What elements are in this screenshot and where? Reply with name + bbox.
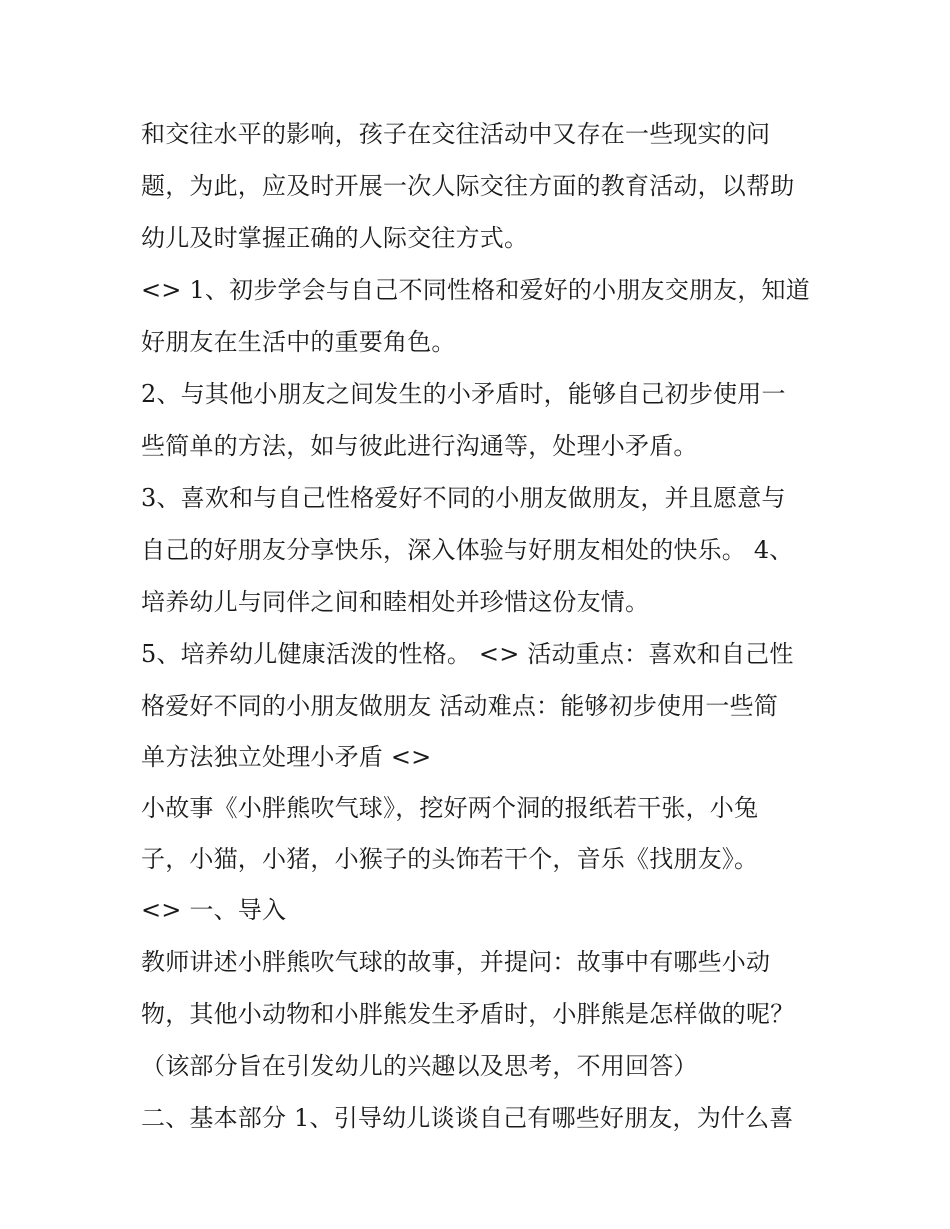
- text-line: 二、基本部分 1、引导幼儿谈谈自己有哪些好朋友，为什么喜: [141, 1104, 794, 1132]
- text-line: 自己的好朋友分享快乐，深入体验与好朋友相处的快乐。 4、: [141, 536, 794, 564]
- text-line: <> 一、导入: [141, 896, 287, 924]
- document-body: [141, 108, 821, 1144]
- text-line: 格爱好不同的小朋友做朋友 活动难点：能够初步使用一些简: [141, 692, 779, 720]
- text-line: 幼儿及时掌握正确的人际交往方式。: [141, 224, 529, 252]
- text-line: 3、喜欢和与自己性格爱好不同的小朋友做朋友，并且愿意与: [141, 484, 786, 512]
- text-line: 和交往水平的影响，孩子在交往活动中又存在一些现实的问: [141, 120, 771, 148]
- text-line: 培养幼儿与同伴之间和睦相处并珍惜这份友情。: [141, 588, 650, 616]
- text-line: （该部分旨在引发幼儿的兴趣以及思考，不用回答）: [141, 1052, 698, 1080]
- text-line: 2、与其他小朋友之间发生的小矛盾时，能够自己初步使用一: [141, 380, 786, 408]
- text-line: 子，小猫，小猪，小猴子的头饰若干个，音乐《找朋友》。: [141, 845, 759, 873]
- text-line: 物，其他小动物和小胖熊发生矛盾时，小胖熊是怎样做的呢？: [141, 1000, 795, 1028]
- text-line: 5、培养幼儿健康活泼的性格。 <> 活动重点：喜欢和自己性: [141, 640, 794, 668]
- text-line: 单方法独立处理小矛盾 <>: [141, 743, 432, 771]
- text-line: 好朋友在生活中的重要角色。: [141, 328, 456, 356]
- text-line: 题，为此，应及时开展一次人际交往方面的教育活动，以帮助: [141, 172, 795, 200]
- text-line: 教师讲述小胖熊吹气球的故事，并提问：故事中有哪些小动: [141, 948, 771, 976]
- text-line: <> 1、初步学会与自己不同性格和爱好的小朋友交朋友，知道: [141, 276, 810, 304]
- text-line: 些简单的方法，如与彼此进行沟通等，处理小矛盾。: [141, 432, 698, 460]
- text-line: 小故事《小胖熊吹气球》，挖好两个洞的报纸若干张，小兔: [141, 794, 759, 822]
